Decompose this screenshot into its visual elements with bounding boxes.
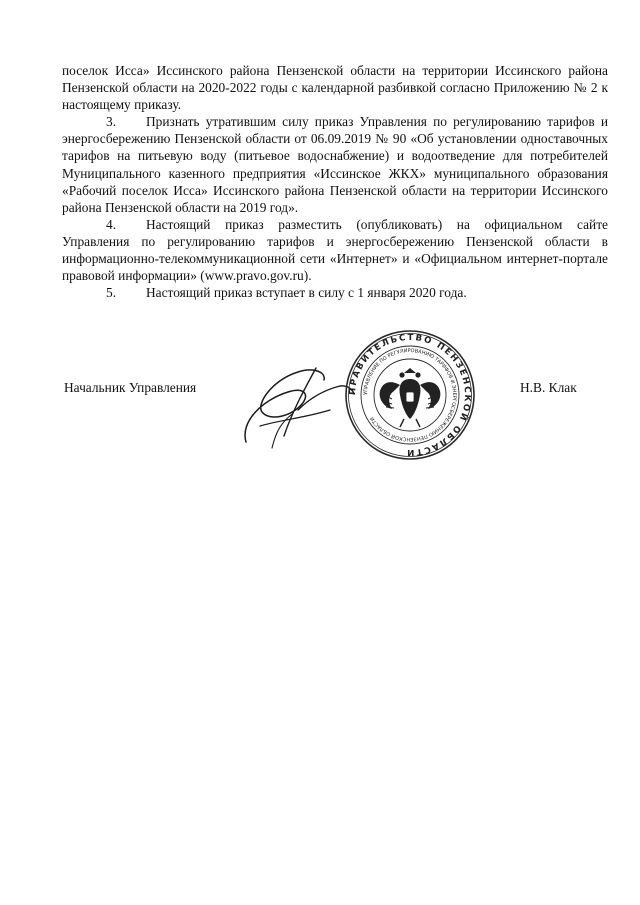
paragraph-continuation: поселок Исса» Иссинского района Пензенской области на территории Иссинского района Пензенской области на 2020-2022 годы с календарной разбивкой согласно Приложению № 2 к настоящему приказу.	[62, 63, 608, 113]
seal-inner-text: УПРАВЛЕНИЕ ПО РЕГУЛИРОВАНИЮ ТАРИФОВ И ЭНЕРГОСБЕРЕЖЕНИЮ ПЕНЗЕНСКОЙ ОБЛАСТИ	[362, 347, 458, 443]
paragraph-item-3	[62, 113, 608, 216]
handwritten-signature	[232, 350, 362, 455]
item-number: 4.	[106, 216, 117, 232]
item-number: 3.	[106, 114, 117, 130]
document-body	[62, 62, 608, 301]
official-seal	[344, 329, 476, 461]
signatory-name: Н.В. Клак	[520, 380, 577, 395]
paragraph-item-4	[62, 216, 608, 284]
coat-of-arms-icon	[380, 368, 441, 427]
item-text: Признать утратившим силу приказ Управления по регулированию тарифов и энергосбережению Пензенской области от 06.09.2019 № 90 «Об установлении одноставочных тарифов на питьевую воду (питьевое водоснабжение) и водоотведение для потребителей Муниципального казенного предприятия «Иссинское ЖКХ» муниципального образования «Рабочий поселок Исса» Иссинского района Пензенской области на территории Иссинского района Пензенской области на 2019 год».	[62, 114, 608, 215]
item-text: Настоящий приказ вступает в силу с 1 января 2020 года.	[146, 285, 467, 301]
item-text: Настоящий приказ разместить (опубликовать) на официальном сайте Управления по регулированию тарифов и энергосбережению Пензенской области в информационно-телекоммуникационной сети «Интернет» и «Официальном интернет-портале правовой информации» (www.pravo.gov.ru).	[62, 216, 608, 284]
item-number: 5.	[106, 285, 117, 301]
signatory-position: Начальник Управления	[64, 380, 197, 395]
paragraph-item-5	[62, 284, 608, 301]
seal-outer-text: ПРАВИТЕЛЬСТВО ПЕНЗЕНСКОЙ ОБЛАСТИ	[347, 332, 473, 458]
